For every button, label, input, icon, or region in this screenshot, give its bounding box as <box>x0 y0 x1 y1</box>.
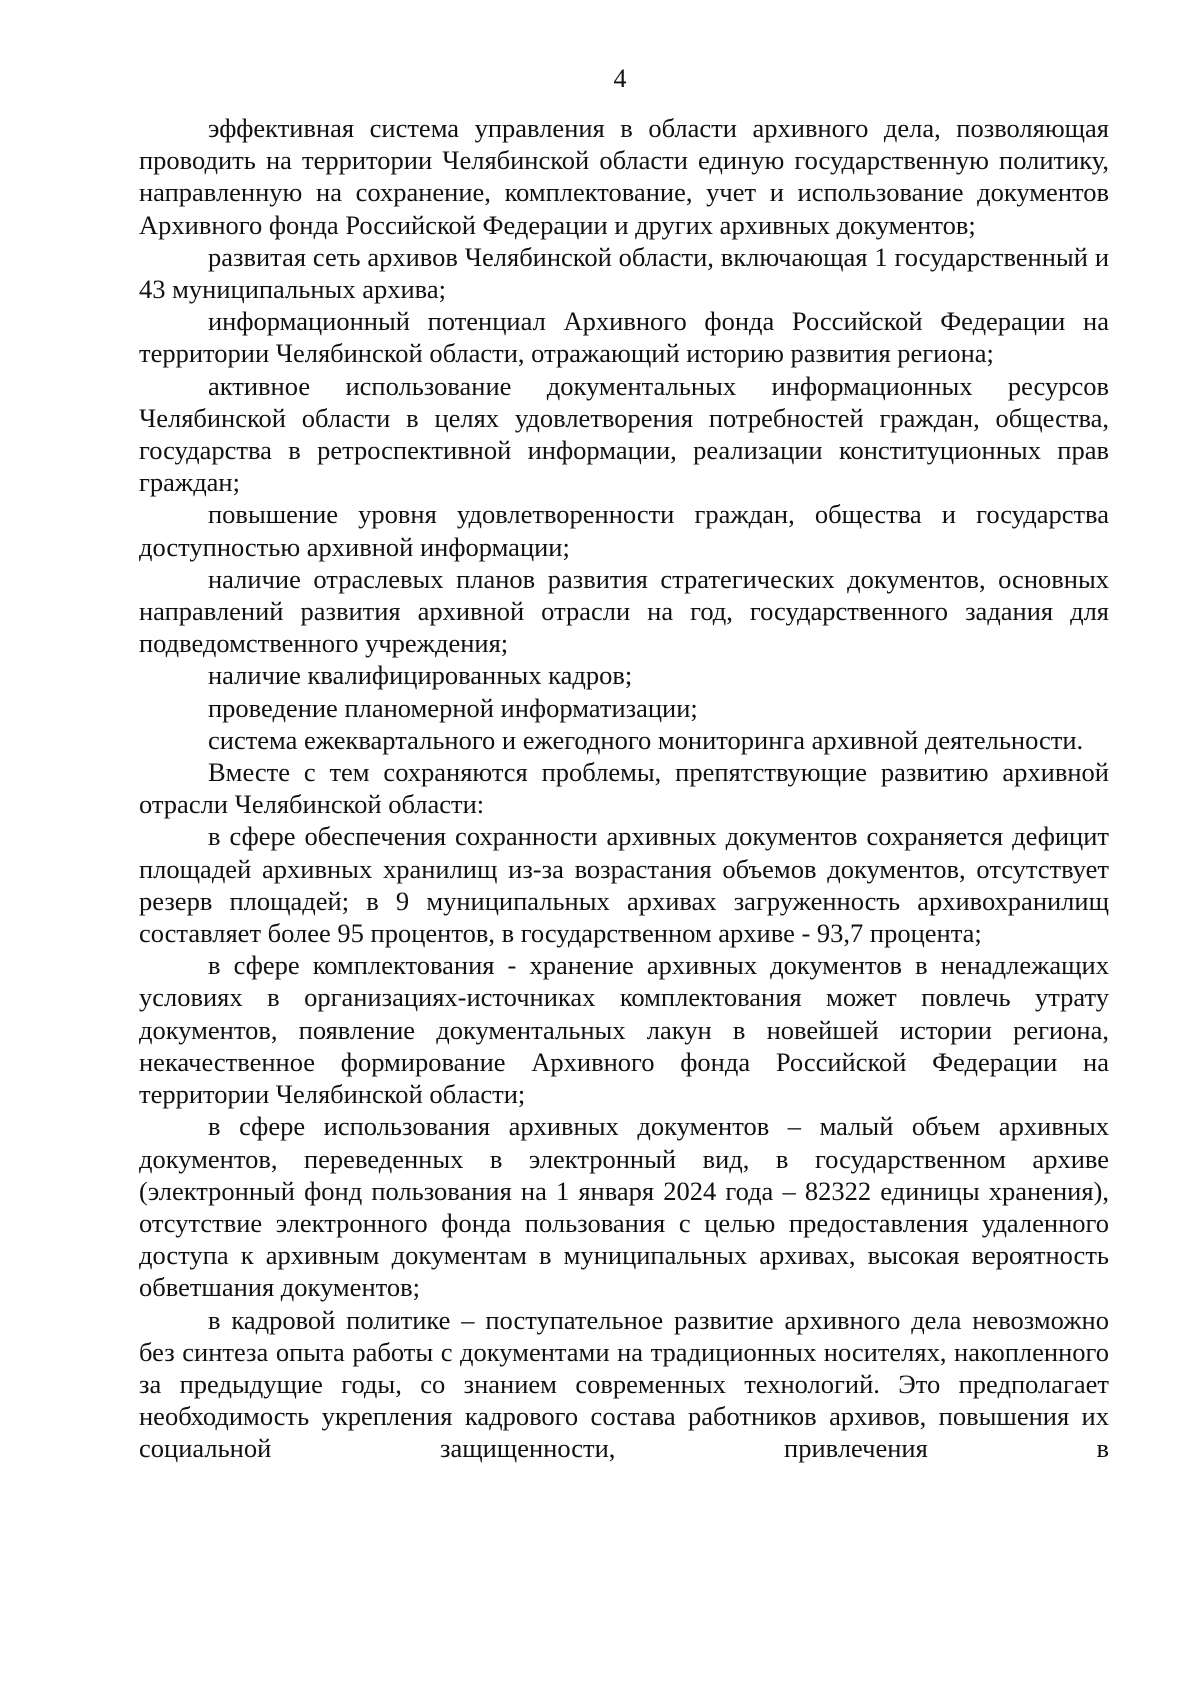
document-body <box>139 112 1109 1465</box>
page-number: 4 <box>613 64 627 93</box>
paragraph-informatization: проведение планомерной информатизации; <box>208 692 698 723</box>
paragraph-sector-plans: наличие отраслевых планов развития стратегических документов, основных направлений развития архивной отрасли на год, государственного задания для подведомственного учреждения; <box>139 563 1109 659</box>
paragraph-usage-problem: в сфере использования архивных документов – малый объем архивных документов, переведенных в электронный вид, в государственном архиве (электронный фонд пользования на 1 января 2024 года – 82322 единицы хранения), отсутствие электронного фонда пользования с целью предоставления удаленного доступа к архивным документам в муниципальных архивах, высокая вероятность обветшания документов; <box>139 1111 1109 1303</box>
paragraph-qualified-staff: наличие квалифицированных кадров; <box>208 660 633 691</box>
paragraph-monitoring: система ежеквартального и ежегодного мониторинга архивной деятельности. <box>208 724 1084 755</box>
paragraph-problems-intro: Вместе с тем сохраняются проблемы, препятствующие развитию архивной отрасли Челябинской области: <box>139 757 1109 820</box>
paragraph-information-potential: информационный потенциал Архивного фонда Российской Федерации на территории Челябинской области, отражающий историю развития региона; <box>139 306 1109 369</box>
paragraph-management-system: эффективная система управления в области архивного дела, позволяющая проводить на территории Челябинской области единую государственную политику, направленную на сохранение, комплектование, учет и использование документов Архивного фонда Российской Федерации и других архивных документов; <box>139 113 1109 240</box>
paragraph-preservation-problem: в сфере обеспечения сохранности архивных документов сохраняется дефицит площадей архивных хранилищ из-за возрастания объемов документов, отсутствует резерв площадей; в 9 муниципальных архивах загруженность архивохранилищ составляет более 95 процентов, в государственном архиве - 93,7 процента; <box>139 821 1109 949</box>
paragraph-active-use: активное использование документальных информационных ресурсов Челябинской области в целях удовлетворения потребностей граждан, общества, государства в ретроспективной информации, реализации конституционных прав граждан; <box>139 370 1109 498</box>
paragraph-acquisition-problem: в сфере комплектования - хранение архивных документов в ненадлежащих условиях в организациях-источниках комплектования может повлечь утрату документов, появление документальных лакун в новейшей истории региона, некачественное формирование Архивного фонда Российской Федерации на территории Челябинской области; <box>139 950 1109 1110</box>
paragraph-satisfaction-level: повышение уровня удовлетворенности граждан, общества и государства доступностью архивной информации; <box>139 499 1109 562</box>
paragraph-personnel-problem: в кадровой политике – поступательное развитие архивного дела невозможно без синтеза опыта работы с документами на традиционных носителях, накопленного за предыдущие годы, со знанием современных технологий. Это предполагает необходимость укрепления кадрового состава работников архивов, повышения их социальной защищенности, привлечения в <box>139 1304 1109 1464</box>
paragraph-archive-network: развитая сеть архивов Челябинской области, включающая 1 государственный и 43 муниципальных архива; <box>139 241 1109 305</box>
